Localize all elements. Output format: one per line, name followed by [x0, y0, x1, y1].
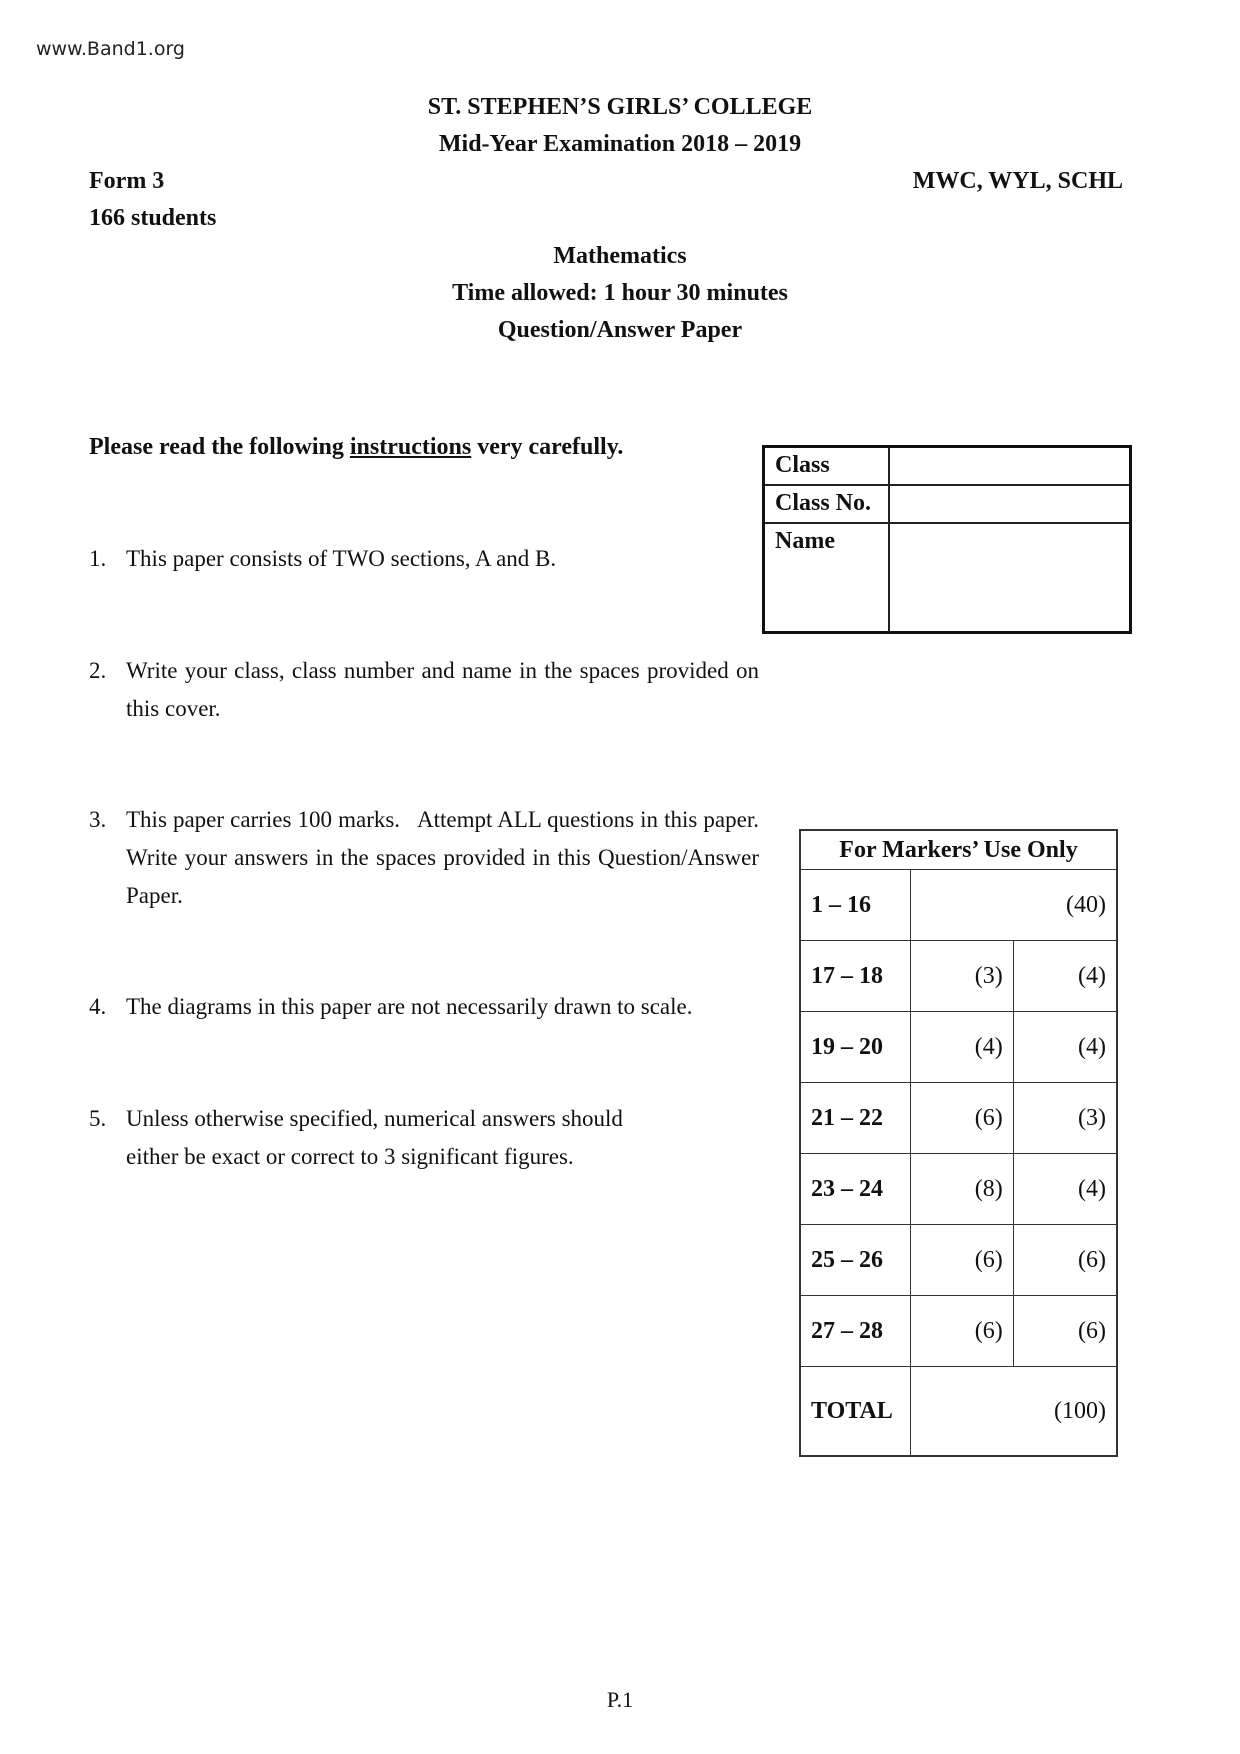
instructions-heading [89, 434, 623, 461]
item-number: 1. [89, 546, 107, 571]
instruction-item [89, 652, 759, 728]
item-number: 3. [89, 807, 107, 832]
table-row [800, 1012, 1117, 1083]
class-no-label: Class No. [764, 485, 890, 523]
instruction-item [89, 540, 759, 578]
marks-cell: (4) [1013, 1012, 1117, 1083]
student-info-table [762, 445, 1132, 634]
marks-cell: (4) [1013, 1154, 1117, 1225]
total-label: TOTAL [800, 1367, 911, 1457]
marks-cell: (6) [911, 1225, 1014, 1296]
instruction-item [89, 988, 809, 1026]
marks-cell: (8) [911, 1154, 1014, 1225]
exam-title: Mid-Year Examination 2018 – 2019 [438, 131, 802, 157]
marks-cell: (6) [1013, 1296, 1117, 1367]
students-count: 166 students [89, 205, 217, 231]
question-range: 1 – 16 [800, 870, 911, 941]
question-range: 25 – 26 [800, 1225, 911, 1296]
marks-cell: (6) [1013, 1225, 1117, 1296]
item-text: This paper consists of TWO sections, A and B. [126, 546, 557, 571]
table-row [800, 1225, 1117, 1296]
item-text: The diagrams in this paper are not necessarily drawn to scale. [126, 994, 693, 1019]
marks-cell: (3) [911, 941, 1014, 1012]
markers-table [799, 829, 1118, 1457]
name-field[interactable] [889, 523, 1131, 633]
marks-cell: (3) [1013, 1083, 1117, 1154]
table-row [800, 1083, 1117, 1154]
school-name: ST. STEPHEN’S GIRLS’ COLLEGE [427, 94, 813, 120]
marks-cell: (4) [1013, 941, 1117, 1012]
heading-text: Please read the following [89, 434, 350, 460]
watermark: www.Band1.org [36, 38, 185, 60]
question-range: 21 – 22 [800, 1083, 911, 1154]
table-row [800, 1296, 1117, 1367]
total-row [800, 1367, 1117, 1457]
marks-cell: (6) [911, 1083, 1014, 1154]
teachers-label: MWC, WYL, SCHL [912, 168, 1123, 194]
instruction-item [89, 1100, 809, 1176]
item-number: 5. [89, 1106, 107, 1131]
item-text: Write your class, class number and name in the spaces provided on this cover. [126, 658, 759, 721]
item-number: 4. [89, 994, 107, 1019]
paper-type: Question/Answer Paper [497, 317, 743, 343]
question-range: 19 – 20 [800, 1012, 911, 1083]
marks-cell: (6) [911, 1296, 1014, 1367]
markers-table-title: For Markers’ Use Only [800, 830, 1117, 870]
class-label: Class [764, 447, 890, 485]
instruction-item [89, 801, 777, 915]
class-field[interactable] [889, 447, 1131, 485]
marks-cell: (40) [911, 870, 1118, 941]
total-marks: (100) [911, 1367, 1118, 1457]
item-number: 2. [89, 658, 107, 683]
table-row [800, 1154, 1117, 1225]
time-allowed: Time allowed: 1 hour 30 minutes [452, 280, 788, 306]
question-range: 17 – 18 [800, 941, 911, 1012]
item-text-line2: either be exact or correct to 3 significant figures. [126, 1144, 574, 1169]
question-range: 23 – 24 [800, 1154, 911, 1225]
marks-cell: (4) [911, 1012, 1014, 1083]
item-text: This paper carries 100 marks. Attempt ALL questions in this paper. Write your answers in the spaces provided in this Question/Answer Paper. [126, 807, 777, 908]
item-text-line1: Unless otherwise specified, numerical answers should [126, 1106, 623, 1131]
page-number: P.1 [606, 1687, 634, 1712]
name-label: Name [764, 523, 890, 633]
table-row [800, 941, 1117, 1012]
subject: Mathematics [553, 243, 687, 269]
heading-text-end: very carefully. [471, 434, 624, 460]
form-label: Form 3 [89, 168, 165, 194]
question-range: 27 – 28 [800, 1296, 911, 1367]
table-row [800, 870, 1117, 941]
heading-underlined: instructions [349, 434, 472, 460]
class-no-field[interactable] [889, 485, 1131, 523]
